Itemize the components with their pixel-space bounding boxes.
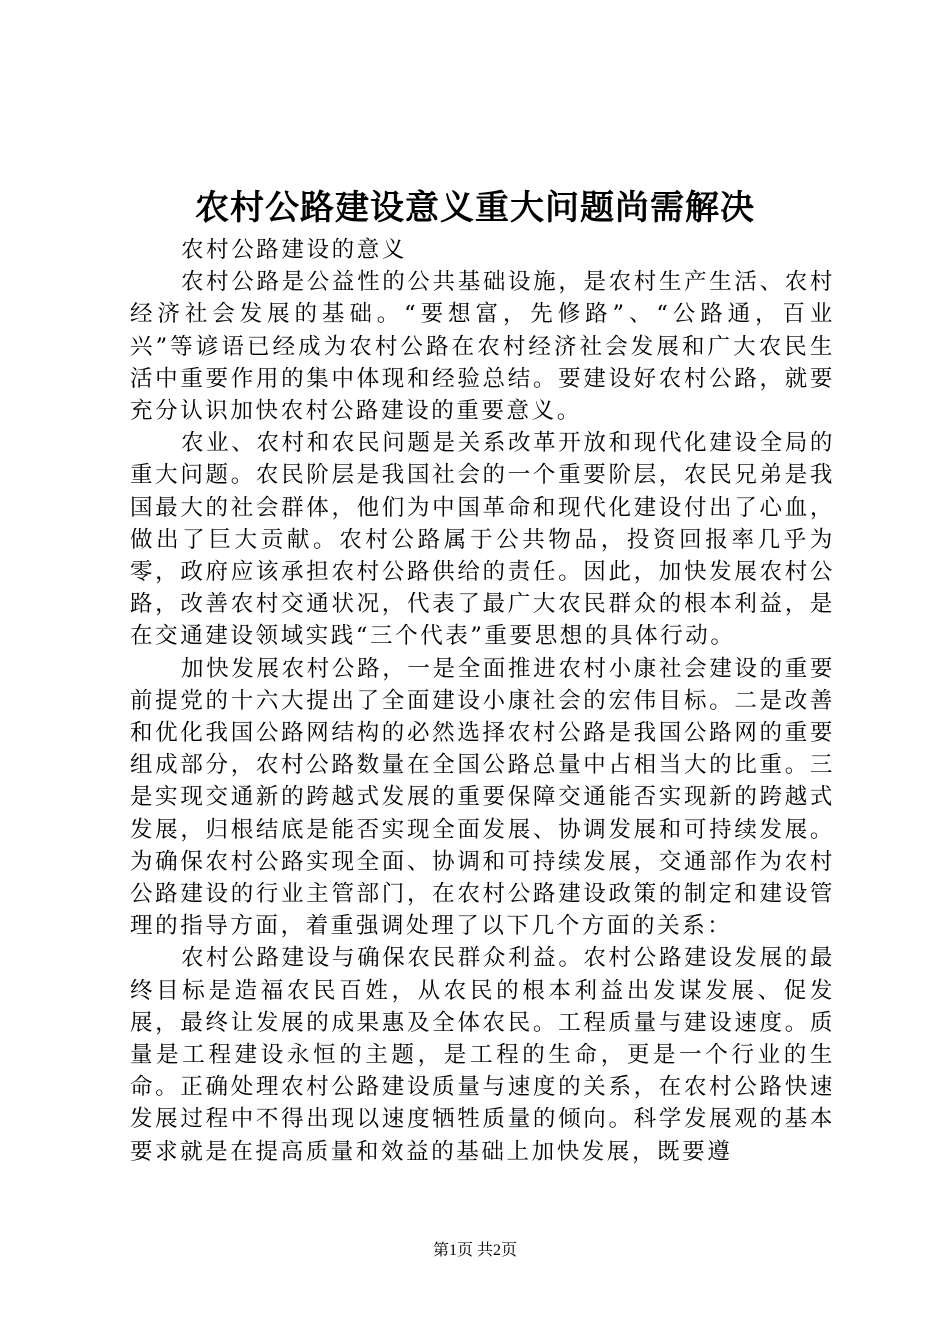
page-number-footer: 第1页 共2页 <box>432 1242 517 1259</box>
paragraph: 加快发展农村公路，一是全面推进农村小康社会建设的重要前提党的十六大提出了全面建设小康社会的宏伟目标。二是改善和优化我国公路网结构的必然选择农村公路是我国公路网的重要组成部分，农村公路数量在全国公路总量中占相当大的比重。三是实现交通新的跨越式发展的重要保障交通能否实现新的跨越式发展，归根结底是能否实现全面发展、协调发展和可持续发展。为确保农村公路实现全面、协调和可持续发展，交通部作为农村公路建设的行业主管部门，在农村公路建设政策的制定和建设管理的指导方面，着重强调处理了以下几个方面的关系： <box>130 655 835 940</box>
paragraph: 农业、农村和农民问题是关系改革开放和现代化建设全局的重大问题。农民阶层是我国社会的一个重要阶层，农民兄弟是我国最大的社会群体，他们为中国革命和现代化建设付出了心血，做出了巨大贡献。农村公路属于公共物品，投资回报率几乎为零，政府应该承担农村公路供给的责任。因此，加快发展农村公路，改善农村交通状况，代表了最广大农民群众的根本利益，是在交通建设领域实践“三个代表”重要思想的具体行动。 <box>130 430 835 650</box>
document-body <box>130 234 835 1168</box>
document-title: 农村公路建设意义重大问题尚需解决 <box>195 188 755 228</box>
paragraph: 农村公路是公益性的公共基础设施，是农村生产生活、农村经济社会发展的基础。“要想富，先修路”、“公路通，百业兴”等谚语已经成为农村公路在农村经济社会发展和广大农民生活中重要作用的集中体现和经验总结。要建设好农村公路，就要充分认识加快农村公路建设的重要意义。 <box>130 269 835 425</box>
section-heading: 农村公路建设的意义 <box>181 237 407 263</box>
paragraph: 农村公路建设与确保农民群众利益。农村公路建设发展的最终目标是造福农民百姓，从农民的根本利益出发谋发展、促发展，最终让发展的成果惠及全体农民。工程质量与建设速度。质量是工程建设永恒的主题，是工程的生命，更是一个行业的生命。正确处理农村公路建设质量与速度的关系，在农村公路快速发展过程中不得出现以速度牺牲质量的倾向。科学发展观的基本要求就是在提高质量和效益的基础上加快发展，既要遵 <box>130 945 835 1165</box>
